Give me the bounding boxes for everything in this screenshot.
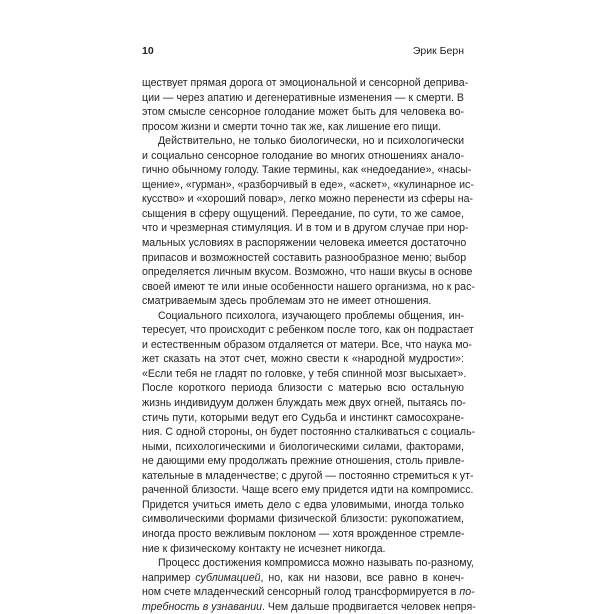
text-line: кусство» и «хороший повар», легко можно перенести из сферы на- [142, 193, 474, 206]
text-line: раченной близости. Чаще всего ему придется идти на компромисс. [142, 484, 474, 497]
text-line: ния. С одной стороны, он будет постоянно сталкиваться с социаль- [142, 426, 476, 439]
text-line: просом жизни и смерти точно так же, как лишение его пищи. [142, 120, 442, 133]
italic-term: требность в узнавании [142, 600, 263, 613]
running-head-author: Эрик Берн [412, 45, 464, 57]
text-line: гично обычному голоду. Такие термины, как «недоедание», «насы- [142, 164, 472, 177]
text-line: не дающими ему продолжать прежние отношения, столь привле- [142, 455, 465, 468]
text-line: Действительно, не только биологически, но и психологически [158, 135, 464, 148]
paragraph-1 [142, 76, 469, 134]
text-line: Процесс достижения компромисса можно называть по-разному, [158, 557, 474, 570]
text-line: стичь пути, которыми ведут его Судьба и инстинкт самосохране- [142, 411, 464, 424]
text-line: требность в узнавании. Чем дальше продвигается человек непря- [142, 600, 476, 613]
italic-term: сублимацией [195, 571, 261, 584]
text-line: Придется учиться иметь дело с едва уловимыми, иногда только [142, 498, 464, 511]
italic-term: по- [459, 586, 475, 599]
text-line: После короткого периода близости с матерью всю остальную [142, 382, 464, 395]
text-line: тересует, что происходит с ребенком после того, как он подрастает [142, 324, 474, 337]
paragraph-3 [142, 309, 476, 556]
text-line: ными, психологическими и биологическими силами, факторами, [142, 440, 464, 453]
text-line: и социально сенсорное голодание во многих отношениях анало- [142, 149, 464, 162]
text-line: например сублимацией, но, как ни назови, все равно в конеч- [142, 571, 464, 584]
text-line: что и чрезмерная стимуляция. И в том и в другом случае при нор- [142, 222, 469, 235]
text-line: ние к физическому контакту не исчезнет никогда. [142, 542, 386, 555]
text-line: ции — через апатию и дегенеративные изменения — к смерти. В [142, 91, 464, 104]
text-line: кательные в младенчестве; с другой — постоянно стремиться к ут- [142, 469, 474, 482]
text-line: определяется личным вкусом. Возможно, что наши вкусы в основе [142, 266, 473, 279]
text-line: мальных условиях в распоряжении человека имеется достаточно [142, 237, 467, 250]
text-line: сматриваемым здесь проблемам это не имеет отношения. [142, 295, 432, 308]
body-text [142, 76, 476, 614]
text-line: щение», «гурман», «разборчивый в еде», «аскет», «кулинарное ис- [142, 178, 474, 191]
text-line: припасов и возможностей составить разнообразное меню; выбор [142, 251, 467, 264]
text-line: своей имеют те или иные особенности нашего организма, но к рас- [142, 280, 475, 293]
page-header [142, 44, 464, 58]
text-line: и естественным образом отдаляется от матери. Все, что наука мо- [142, 338, 472, 351]
text-line: «Если тебя не гладят по головке, у тебя спинной мозг высыхает». [142, 367, 467, 380]
text-line: жизнь индивидуум должен блуждать меж двух огней, пытаясь по- [142, 397, 466, 410]
text-line: символическими формами физической близости: рукопожатием, [142, 513, 464, 526]
page-number: 10 [142, 45, 154, 57]
text-line: сыщения в сферу ощущений. Переедание, по сути, то же самое, [142, 207, 464, 220]
paragraph-2 [142, 134, 475, 309]
text-line: ном счете младенческий сенсорный голод трансформируется в по- [142, 586, 475, 599]
paragraph-4 [142, 556, 476, 614]
text-line: жет сказать на этот счет, можно свести к «народной мудрости»: [142, 353, 464, 366]
text-line: этом смысле сенсорное голодание может быть для человека во- [142, 106, 464, 119]
text-line: ществует прямая дорога от эмоциональной и сенсорной деприва- [142, 77, 469, 89]
text-line: иногда просто вежливым поклоном — хотя врожденное стремле- [142, 527, 465, 540]
text-line: Социального психолога, изучающего проблемы общения, ин- [158, 309, 464, 322]
